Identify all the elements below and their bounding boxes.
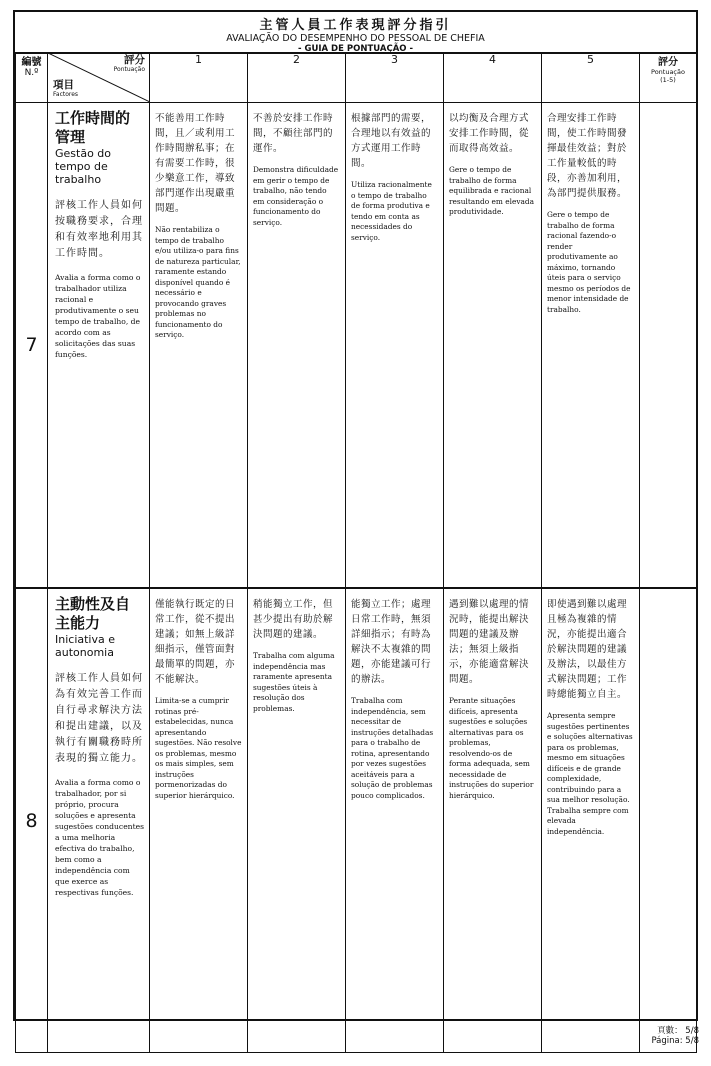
title-portuguese: AVALIAÇÃO DO DESEMPENHO DO PESSOAL DE CHEFIA xyxy=(226,33,485,44)
number-header-pt: N.º xyxy=(24,68,39,78)
level-text-pt: Apresenta sempre sugestões pertinentes e soluções alternativas para os problemas, mesmo em situações difíceis e de grande complexidade, contribuindo para a sua melhor resolução. Trabalha sempre com elevada independência. xyxy=(547,711,633,836)
guide-subtitle: - GUIA DE PONTUAÇÃO - xyxy=(297,44,413,54)
factor-number: 7 xyxy=(16,103,48,589)
level-text-pt: Demonstra dificuldade em gerir o tempo de trabalho, não tendo em consideração o funcionamento do serviço. xyxy=(253,165,339,227)
factor-description-zh: 評核工作人員如何按職務要求，合理和有效率地利用其工作時間。 xyxy=(55,200,143,259)
level-header-2: 2 xyxy=(248,53,346,103)
level-header-1: 1 xyxy=(150,53,248,103)
factor-row-8 xyxy=(16,588,697,1053)
score-entry-cell[interactable] xyxy=(640,588,697,1053)
level-text-pt: Não rentabiliza o tempo de trabalho e/ou utiliza-o para fins de natureza particular, raramente estando disponível quando é necessário e provocando graves problemas no funcionamento do serviço. xyxy=(155,225,241,339)
final-score-pt: Pontuação xyxy=(651,68,685,76)
final-score-zh: 評分 xyxy=(658,57,678,68)
page-number-zh: 頁數： 5/8 xyxy=(657,1026,699,1036)
level-text-pt: Trabalha com independência, sem necessitar de instruções detalhadas para o trabalho de rotina, apresentando por vezes sugestões aceitáveis para a solução de problemas pouco complicados. xyxy=(351,696,434,800)
header-row xyxy=(16,53,697,103)
level-4-cell xyxy=(444,103,542,589)
level-text-pt: Gere o tempo de trabalho de forma racional fazendo-o render produtivamente ao máximo, tornando úteis para o serviço mesmo os períodos de menor intensidade de trabalho. xyxy=(547,210,631,314)
factor-title-zh: 工作時間的管理 xyxy=(55,109,131,146)
level-text-zh: 不能善用工作時間，且／或利用工作時間辦私事；在有需要工作時，很少樂意工作，導致部門運作出現嚴重問題。 xyxy=(155,113,236,214)
level-1-cell xyxy=(150,588,248,1053)
factor-cell xyxy=(48,103,150,589)
level-text-zh: 合理安排工作時間，使工作時間發揮最佳效益；對於工作量較低的時段，亦善加利用，為部門提供服務。 xyxy=(547,113,628,199)
title-block xyxy=(15,12,696,54)
level-3-cell xyxy=(346,588,444,1053)
final-score-header xyxy=(640,53,697,103)
level-1-cell xyxy=(150,103,248,589)
level-text-zh: 遇到難以處理的情況時，能提出解決問題的建議及辦法；無須上級指示，亦能適當解決問題。 xyxy=(449,599,530,685)
item-label-pt: Factores xyxy=(53,91,79,98)
factor-title-pt: Gestão do tempo de trabalho xyxy=(55,147,112,186)
level-text-zh: 根據部門的需要，合理地以有效益的方式運用工作時間。 xyxy=(351,113,432,169)
level-text-pt: Utiliza racionalmente o tempo de trabalho de forma produtiva e tendo em conta as necessidades do serviço. xyxy=(351,180,432,242)
item-label-zh: 項目 xyxy=(53,79,74,91)
page-number-pt: Página: 5/8 xyxy=(651,1036,699,1046)
level-text-pt: Trabalha com alguma independência mas raramente apresenta sugestões úteis à resolução dos problemas. xyxy=(253,651,335,713)
item-score-diagonal-header xyxy=(48,53,150,103)
factor-title-pt: Iniciativa e autonomia xyxy=(55,633,116,659)
page-footer xyxy=(651,1026,699,1046)
level-text-zh: 以均衡及合理方式安排工作時間，從而取得高效益。 xyxy=(449,113,530,154)
level-text-zh: 不善於安排工作時間，不顧往部門的運作。 xyxy=(253,113,334,154)
scoring-table xyxy=(15,52,697,1053)
factor-row-7 xyxy=(16,103,697,589)
level-text-zh: 僅能執行既定的日常工作，從不提出建議；如無上級詳細指示，僅管面對最簡單的問題，亦不能解決。 xyxy=(155,599,236,685)
level-header-5: 5 xyxy=(542,53,640,103)
factor-description-zh: 評核工作人員如何為有效完善工作而自行尋求解決方法和提出建議，以及執行有關職務時所表現的獨立能力。 xyxy=(55,673,143,764)
factor-description-pt: Avalia a forma como o trabalhador, por si próprio, procura soluções e apresenta sugestões conducentes a uma melhoria efectiva do trabalho, bem como a independência com que exerce as respectivas funções. xyxy=(55,778,145,897)
score-entry-cell[interactable] xyxy=(640,103,697,589)
number-header-zh: 編號 xyxy=(21,57,42,68)
score-label-zh: 評分 xyxy=(124,54,145,66)
final-score-range: (1-5) xyxy=(660,76,676,84)
level-text-zh: 能獨立工作；處理日常工作時，無須詳細指示；有時為解決不太複雜的問題，亦能建議可行的辦法。 xyxy=(351,599,432,685)
title-chinese: 主管人員工作表現評分指引 xyxy=(259,18,452,33)
level-5-cell xyxy=(542,588,640,1053)
level-2-cell xyxy=(248,103,346,589)
factor-title-zh: 主動性及自主能力 xyxy=(55,595,131,632)
level-text-zh: 稍能獨立工作，但甚少提出有助於解決問題的建議。 xyxy=(253,599,334,640)
level-3-cell xyxy=(346,103,444,589)
number-header xyxy=(16,53,48,103)
level-4-cell xyxy=(444,588,542,1053)
level-text-pt: Limita-se a cumprir rotinas pré-estabelecidas, nunca apresentando sugestões. Não resolve os problemas, mesmo os mais simples, sem instruções pormenorizadas do superior hierárquico. xyxy=(155,696,242,800)
score-label-pt: Pontuação xyxy=(113,66,145,73)
factor-description-pt: Avalia a forma como o trabalhador utiliza racional e produtivamente o seu tempo de trabalho, de acordo com as solicitações das suas funções. xyxy=(55,273,141,359)
level-header-3: 3 xyxy=(346,53,444,103)
level-text-pt: Gere o tempo de trabalho de forma equilibrada e racional resultando em elevada produtividade. xyxy=(449,165,535,216)
level-2-cell xyxy=(248,588,346,1053)
factor-cell xyxy=(48,588,150,1053)
factor-number: 8 xyxy=(16,588,48,1053)
level-text-zh: 即使遇到難以處理且極為複雜的情況，亦能提出適合於解決問題的建議及辦法，以最佳方式解決問題；工作時總能獨立自主。 xyxy=(547,599,628,700)
evaluation-guide-sheet xyxy=(13,10,698,1021)
level-text-pt: Perante situações difíceis, apresenta sugestões e soluções alternativas para os problemas, resolvendo-os de forma adequada, sem necessidade de instruções do superior hierárquico. xyxy=(449,696,534,800)
level-5-cell xyxy=(542,103,640,589)
level-header-4: 4 xyxy=(444,53,542,103)
